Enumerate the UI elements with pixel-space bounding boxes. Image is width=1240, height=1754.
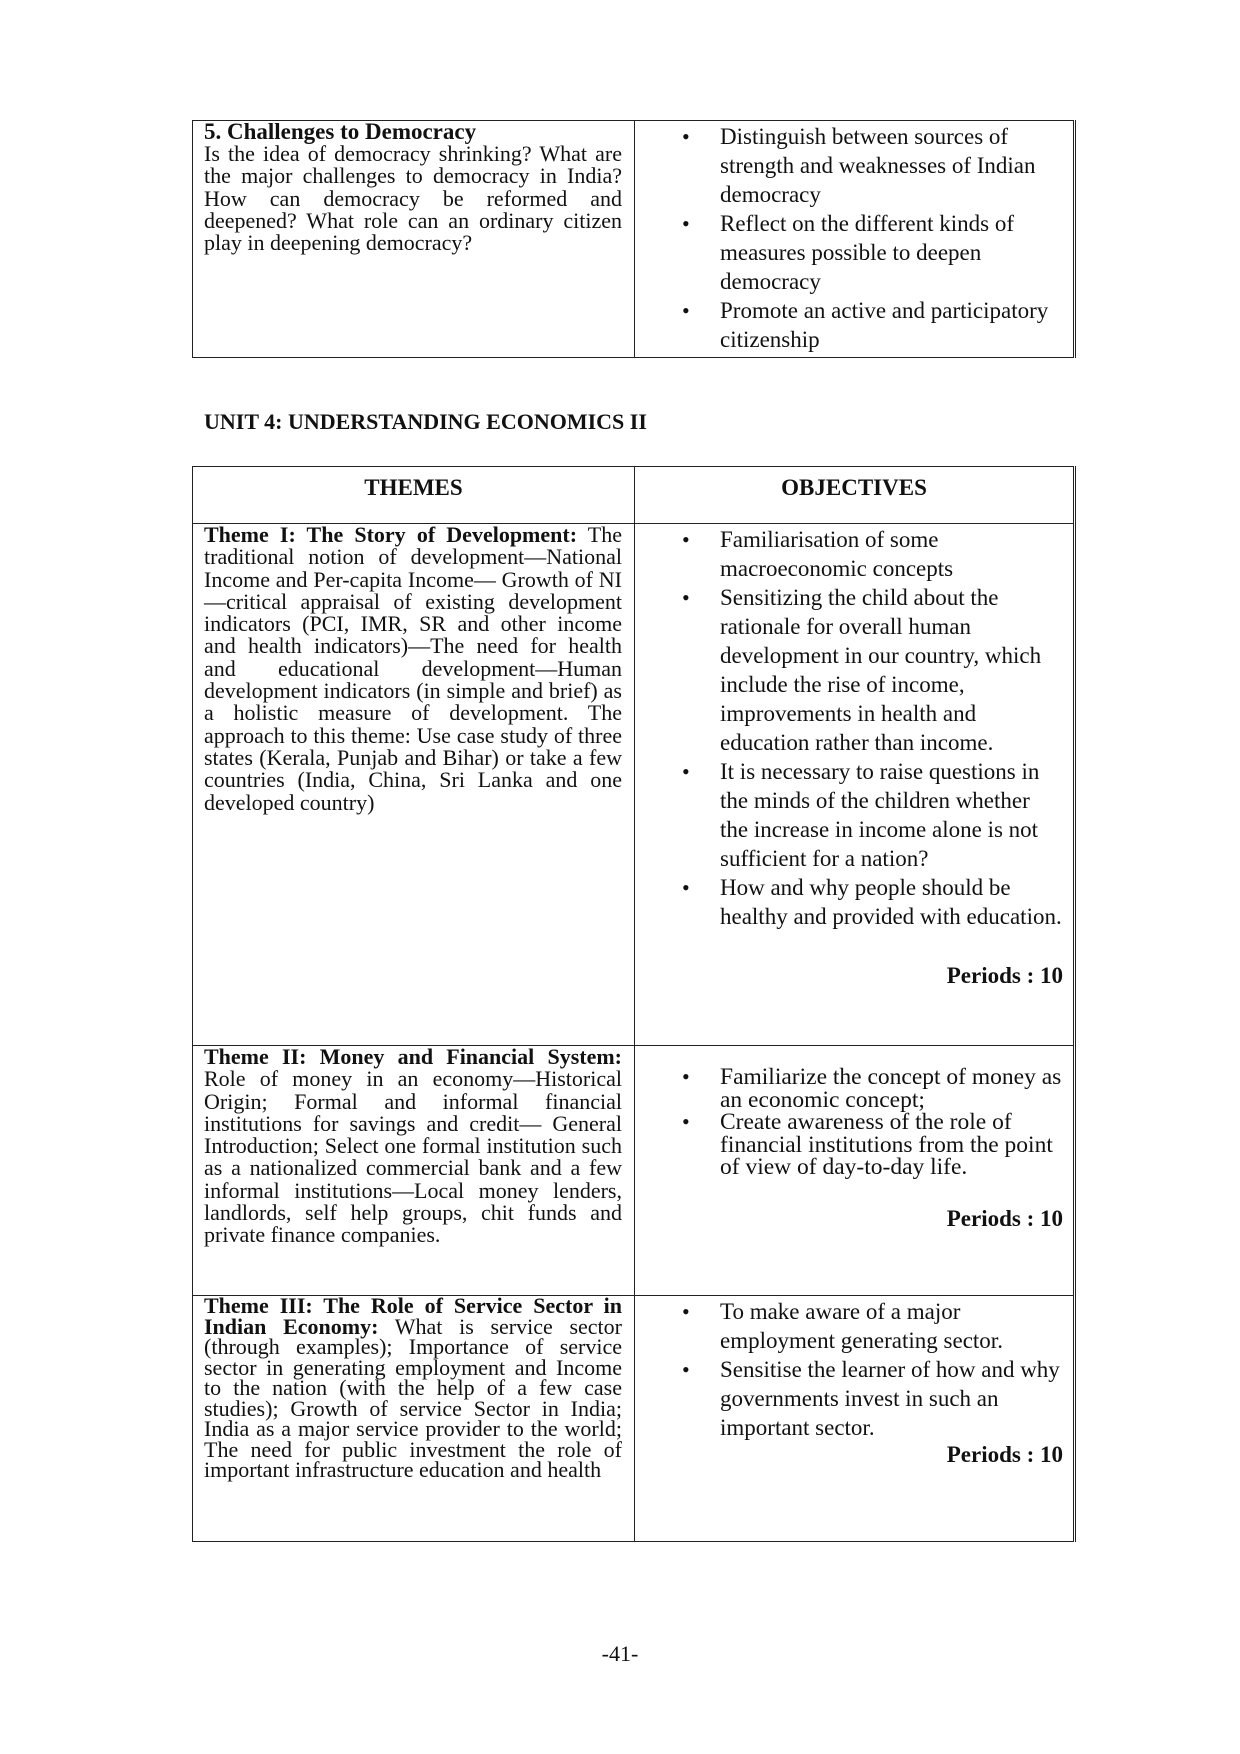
list-item: • Distinguish between sources of strength and weaknesses of Indian democracy — [635, 122, 1063, 209]
theme-3-body: What is service sector (through examples); Importance of service sector in generating employment and Income to the nation (with the help of a few case studies); Growth of service Sector in India; India as a major service provider to the world; The need for public investment the role of important infrastructure education and health — [204, 1313, 622, 1482]
theme-1-body: The traditional notion of development—National Income and Per-capita Income— Growth of NI—critical appraisal of existing development indicators (PCI, IMR, SR and other income and health indicators)—The need for health and educational development—Human development indicators (in simple and brief) as a holistic measure of development. The approach to this theme: Use case study of three states (Kerala, Punjab and Bihar) or take a few countries (India, China, Sri Lanka and one developed country) — [204, 522, 622, 815]
theme-1-objectives-cell — [635, 524, 1075, 1046]
list-item: • Sensitizing the child about the rationale for overall human development in our country, which include the rise of income, improvements in health and education rather than income. — [635, 583, 1063, 757]
democracy-title: 5. Challenges to Democracy — [204, 119, 477, 144]
theme-2-objectives-cell — [635, 1046, 1075, 1296]
theme-2-cell — [193, 1046, 635, 1296]
list-item: • Reflect on the different kinds of measures possible to deepen democracy — [635, 209, 1063, 296]
list-item: • To make aware of a major employment generating sector. — [635, 1297, 1063, 1355]
periods-label: Periods : 10 — [946, 1442, 1063, 1467]
list-item: • Promote an active and participatory citizenship — [635, 296, 1063, 354]
theme-1-title: Theme I: The Story of Development: — [204, 522, 578, 547]
table-header-row — [193, 467, 1075, 524]
themes-header: THEMES — [193, 467, 635, 524]
page-number: -41- — [601, 1641, 639, 1666]
table-row — [193, 1046, 1075, 1296]
list-item: • Familiarize the concept of money as an economic concept; — [635, 1066, 1063, 1111]
theme-3-cell — [193, 1293, 635, 1542]
theme-1-cell — [193, 524, 635, 1046]
list-item: • Familiarisation of some macroeconomic concepts — [635, 525, 1063, 583]
theme-3-title: Theme III: The Role of Service Sector in Indian Economy: — [204, 1293, 622, 1339]
democracy-body: Is the idea of democracy shrinking? What are the major challenges to democracy in India? How can democracy be reformed and deepened? What role can an ordinary citizen play in deepening democracy? — [204, 141, 622, 256]
theme-3-objectives-cell — [635, 1296, 1075, 1542]
table-row — [193, 1296, 1075, 1542]
democracy-table — [192, 120, 1076, 358]
list-item: • How and why people should be healthy and provided with education. — [635, 873, 1063, 931]
theme-2-body: Role of money in an economy—Historical Origin; Formal and informal financial institutions for savings and credit— General Introduction; Select one formal institution such as a nationalized commercial bank and a few informal institutions—Local money lenders, landlords, self help groups, chit funds and private finance companies. — [204, 1066, 622, 1248]
theme-2-title: Theme II: Money and Financial System: — [204, 1044, 622, 1069]
objectives-header: OBJECTIVES — [635, 467, 1075, 524]
democracy-objectives-cell — [635, 121, 1075, 358]
periods-label: Periods : 10 — [946, 963, 1063, 988]
list-item: • Sensitise the learner of how and why governments invest in such an important sector. — [635, 1355, 1063, 1442]
economics-table — [192, 466, 1076, 1542]
unit-title: UNIT 4: UNDERSTANDING ECONOMICS II — [204, 409, 647, 434]
list-item: • It is necessary to raise questions in the minds of the children whether the increase in income alone is not sufficient for a nation? — [635, 757, 1063, 873]
list-item: • Create awareness of the role of financial institutions from the point of view of day-to-day life. — [635, 1111, 1063, 1179]
table-row — [193, 121, 1075, 358]
periods-label: Periods : 10 — [946, 1205, 1063, 1231]
table-row — [193, 524, 1075, 1046]
democracy-theme-cell — [193, 121, 635, 358]
